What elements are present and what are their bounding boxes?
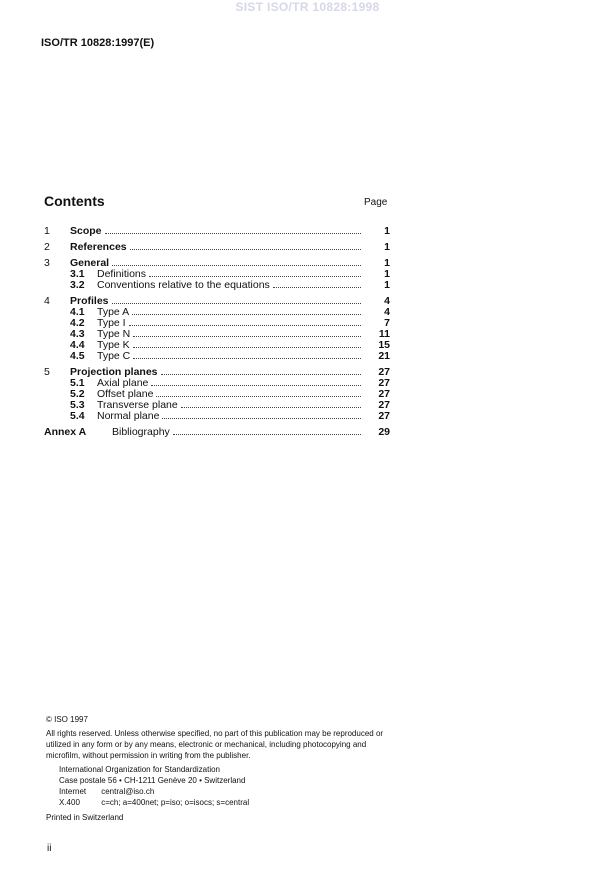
toc-page: 27 [378, 388, 390, 400]
toc-entry[interactable] [44, 339, 390, 350]
toc-number: 4.3 [70, 328, 85, 340]
toc-page: 29 [378, 426, 390, 438]
toc-entry[interactable] [44, 279, 390, 290]
toc-entry[interactable] [44, 366, 390, 377]
toc-title: Type I [97, 317, 126, 329]
leader-dots [105, 225, 361, 234]
toc-page: 4 [384, 295, 390, 307]
toc-title: Bibliography [112, 426, 170, 438]
leader-dots [161, 366, 361, 375]
toc-number: 4.1 [70, 306, 85, 318]
toc-title: Profiles [70, 295, 109, 307]
toc-number: 4.4 [70, 339, 85, 351]
copyright-block [46, 714, 396, 823]
leader-dots [156, 388, 361, 397]
internet-line [46, 786, 396, 797]
internet-address[interactable]: central@iso.ch [101, 787, 155, 796]
x400-label: X.400 [59, 798, 80, 807]
toc-page: 4 [384, 306, 390, 318]
toc-title: Projection planes [70, 366, 158, 378]
toc-entry[interactable] [44, 306, 390, 317]
leader-dots [133, 328, 361, 337]
toc-page: 27 [378, 366, 390, 378]
toc-number: 5.3 [70, 399, 85, 411]
toc-entry[interactable] [44, 295, 390, 306]
toc-title: Type C [97, 350, 131, 362]
toc-entry[interactable] [44, 410, 390, 421]
toc-number: 5.2 [70, 388, 85, 400]
rights-statement: All rights reserved. Unless otherwise specified, no part of this publication may be reproduced or utilized in any form or by any means, electronic or mechanical, including photocopying and microfilm, without permission in writing from the publisher. [46, 729, 384, 760]
leader-dots [133, 339, 361, 348]
toc-number: 5.1 [70, 377, 85, 389]
leader-dots [149, 268, 361, 277]
toc-entry[interactable] [44, 377, 390, 388]
x400-line [46, 797, 396, 808]
toc-number: 3.2 [70, 279, 85, 291]
toc-number: Annex A [44, 426, 87, 438]
leader-dots [130, 241, 361, 250]
leader-dots [132, 306, 361, 315]
toc-page: 1 [384, 241, 390, 253]
toc-page: 27 [378, 410, 390, 422]
leader-dots [112, 295, 361, 304]
page-number: ii [47, 843, 52, 854]
table-of-contents [44, 225, 390, 437]
toc-title: Type K [97, 339, 130, 351]
toc-number: 2 [44, 241, 50, 253]
toc-title: Normal plane [97, 410, 160, 422]
toc-page: 7 [384, 317, 390, 329]
x400-address: c=ch; a=400net; p=iso; o=isocs; s=central [101, 798, 250, 807]
leader-dots [112, 257, 361, 266]
toc-number: 4.2 [70, 317, 85, 329]
toc-entry[interactable] [44, 328, 390, 339]
leader-dots [181, 399, 361, 408]
toc-page: 27 [378, 377, 390, 389]
toc-entry[interactable] [44, 317, 390, 328]
toc-title: Transverse plane [97, 399, 178, 411]
organization-name: International Organization for Standardization [59, 765, 220, 774]
watermark: SIST ISO/TR 10828:1998 [235, 0, 380, 14]
toc-page: 27 [378, 399, 390, 411]
toc-entry[interactable] [44, 426, 390, 437]
leader-dots [129, 317, 361, 326]
toc-entry[interactable] [44, 268, 390, 279]
toc-number: 1 [44, 225, 50, 237]
toc-page: 11 [378, 328, 390, 340]
leader-dots [273, 279, 361, 288]
copyright-notice: © ISO 1997 [46, 715, 88, 724]
postal-address: Case postale 56 • CH-1211 Genève 20 • Switzerland [59, 776, 246, 785]
toc-page: 1 [384, 257, 390, 269]
toc-number: 4 [44, 295, 50, 307]
toc-number: 3.1 [70, 268, 85, 280]
toc-number: 4.5 [70, 350, 85, 362]
toc-number: 5 [44, 366, 50, 378]
toc-title: Type A [97, 306, 130, 318]
contents-heading: Contents [44, 193, 105, 209]
toc-title: Conventions relative to the equations [97, 279, 270, 291]
toc-page: 1 [384, 279, 390, 291]
toc-number: 5.4 [70, 410, 85, 422]
toc-title: Scope [70, 225, 102, 237]
leader-dots [151, 377, 361, 386]
toc-title: Definitions [97, 268, 147, 280]
internet-label: Internet [59, 787, 87, 796]
toc-entry[interactable] [44, 241, 390, 252]
leader-dots [133, 350, 361, 359]
leader-dots [162, 410, 361, 419]
printed-location: Printed in Switzerland [46, 813, 124, 822]
toc-title: Axial plane [97, 377, 149, 389]
toc-page: 1 [384, 225, 390, 237]
leader-dots [173, 426, 361, 435]
document-id: ISO/TR 10828:1997(E) [41, 37, 155, 49]
toc-title: Type N [97, 328, 131, 340]
toc-page: 21 [378, 350, 390, 362]
toc-entry[interactable] [44, 225, 390, 236]
toc-title: General [70, 257, 110, 269]
toc-entry[interactable] [44, 350, 390, 361]
toc-number: 3 [44, 257, 50, 269]
toc-title: Offset plane [97, 388, 154, 400]
toc-page: 1 [384, 268, 390, 280]
toc-entry[interactable] [44, 388, 390, 399]
toc-page: 15 [378, 339, 390, 351]
toc-entry[interactable] [44, 399, 390, 410]
toc-title: References [70, 241, 127, 253]
toc-entry[interactable] [44, 257, 390, 268]
page-column-label: Page [364, 197, 388, 208]
